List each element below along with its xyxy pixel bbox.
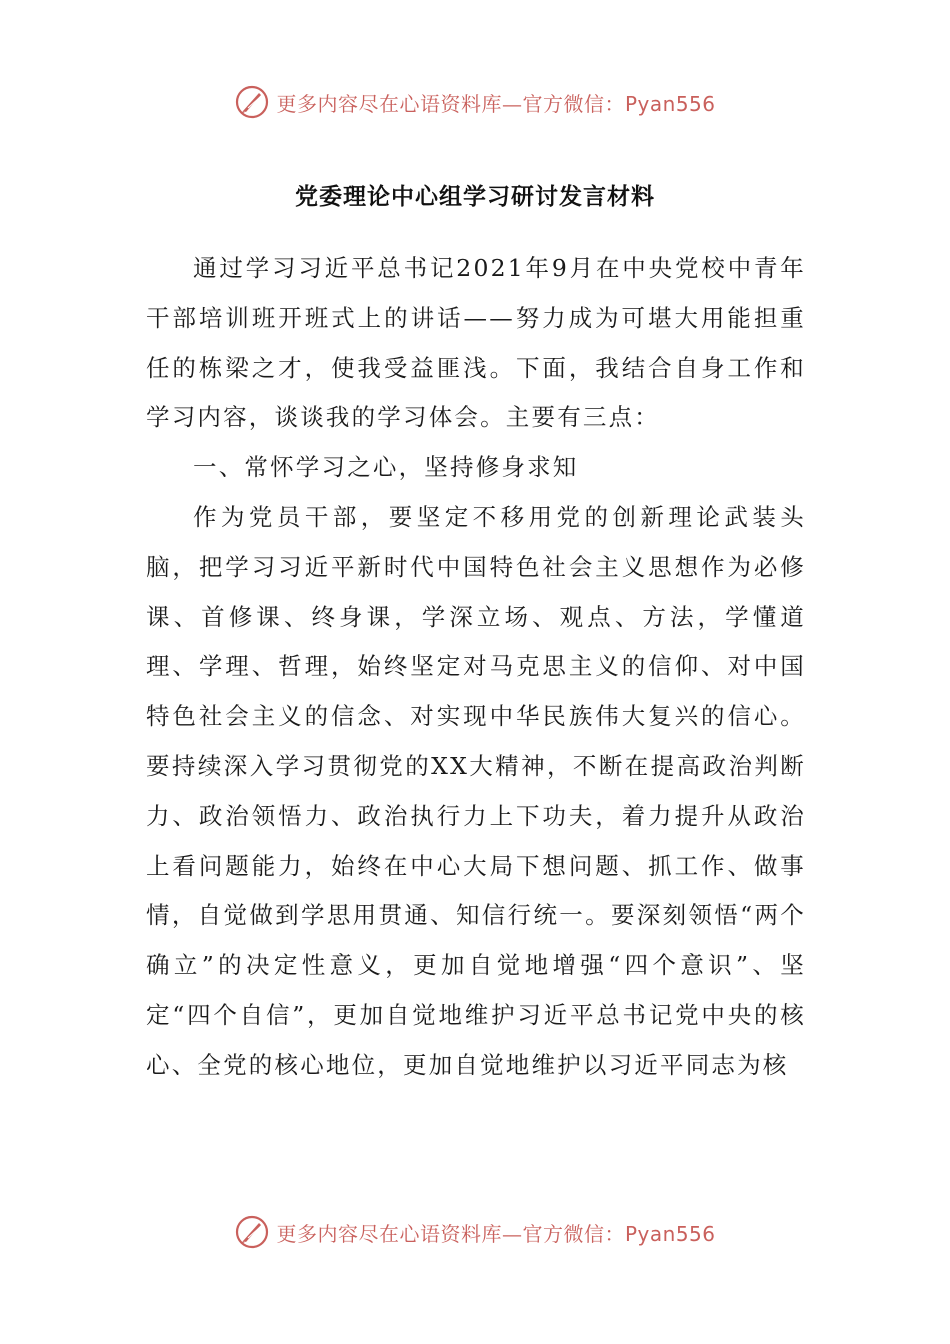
quill-pen-logo-icon [234,1214,270,1250]
watermark-text [276,88,715,117]
body-paragraph-section-1: 作为党员干部，要坚定不移用党的创新理论武装头脑，把学习习近平新时代中国特色社会主义思想作为必修课、首修课、终身课，学深立场、观点、方法，学懂道理、学理、哲理，始终坚定对马克思主义的信仰、对中国特色社会主义的信念、对实现中华民族伟大复兴的信心。要持续深入学习贯彻党的XX大精神，不断在提高政治判断力、政治领悟力、政治执行力上下功夫，着力提升从政治上看问题能力，始终在中心大局下想问题、抓工作、做事情，自觉做到学思用贯通、知信行统一。要深刻领悟“两个确立”的决定性意义，更加自觉地增强“四个意识”、坚定“四个自信”，更加自觉地维护习近平总书记党中央的核心、全党的核心地位，更加自觉地维护以习近平同志为核 [146,502,806,1079]
section-heading-1: 一、常怀学习之心，坚持修身求知 [193,453,579,482]
watermark-text [276,1218,715,1247]
watermark-wechat-id: Pyan556 [624,91,716,116]
quill-pen-logo-icon [234,84,270,120]
watermark-label: 更多内容尽在心语资料库—官方微信： [276,91,625,116]
watermark-wechat-id: Pyan556 [624,1221,716,1246]
document-body [146,244,806,1091]
body-paragraph-intro: 通过学习习近平总书记2021年9月在中央党校中青年干部培训班开班式上的讲话——努力成为可堪大用能担重任的栋梁之才，使我受益匪浅。下面，我结合自身工作和学习内容，谈谈我的学习体会。主要有三点： [146,254,806,432]
header-watermark [0,80,950,124]
watermark-label: 更多内容尽在心语资料库—官方微信： [276,1221,625,1246]
document-title: 党委理论中心组学习研讨发言材料 [295,184,655,210]
footer-watermark [0,1210,950,1254]
